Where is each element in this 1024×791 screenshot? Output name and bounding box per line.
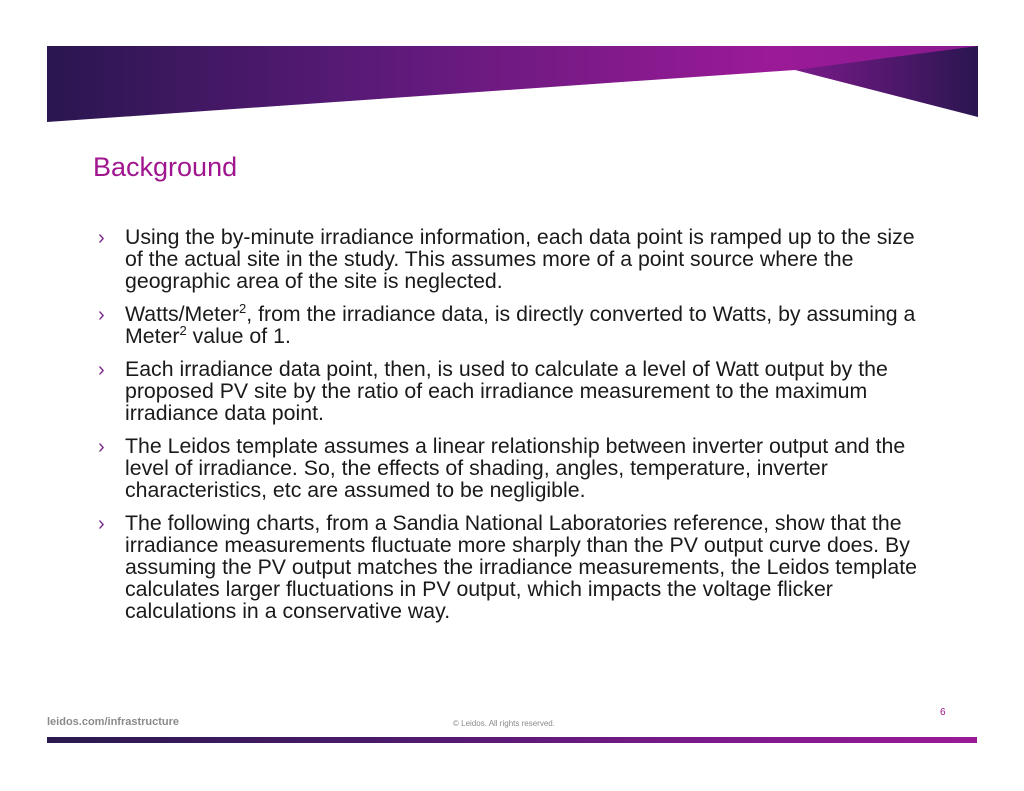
bullet-item [95, 226, 930, 292]
footer-copyright: © Leidos. All rights reserved. [453, 719, 555, 728]
footer-url: leidos.com/infrastructure [47, 716, 180, 728]
bullet-text: Each irradiance data point, then, is used to calculate a level of Watt output by the proposed PV site by the ratio of each irradiance measurement to the maximum irradiance data point. [125, 357, 888, 425]
header-banner [0, 0, 1024, 130]
bullet-marker-icon: › [98, 304, 105, 326]
slide-title: Background [93, 152, 238, 182]
bullet-list [95, 226, 930, 633]
bullet-marker-icon: › [98, 359, 105, 381]
bullet-text: Watts/Meter$^2$, from the irradiance data, is directly converted to Watts, by assuming a Meter$^2$ value of 1. [125, 301, 916, 348]
bullet-item [95, 435, 930, 501]
bullet-marker-icon: › [98, 227, 105, 249]
bullet-item [95, 358, 930, 424]
footer-bar [47, 737, 977, 743]
bullet-marker-icon: › [98, 436, 105, 458]
bullet-item [95, 512, 930, 622]
bullet-marker-icon: › [98, 513, 105, 535]
bullet-text: Using the by-minute irradiance information, each data point is ramped up to the size of the actual site in the study. This assumes more of a point source where the geographic area of the site is neglected. [125, 225, 915, 293]
bullet-item [95, 303, 930, 347]
page-number: 6 [940, 707, 946, 718]
bullet-text: The Leidos template assumes a linear relationship between inverter output and the level of irradiance. So, the effects of shading, angles, temperature, inverter characteristics, etc are assumed to be negligible. [125, 434, 906, 502]
banner-band [47, 46, 978, 122]
bullet-text: The following charts, from a Sandia National Laboratories reference, show that the irradiance measurements fluctuate more sharply than the PV output curve does. By assuming the PV output matches the irradiance measurements, the Leidos template calculates larger fluctuations in PV output, which impacts the voltage flicker calculations in a conservative way. [125, 511, 917, 623]
